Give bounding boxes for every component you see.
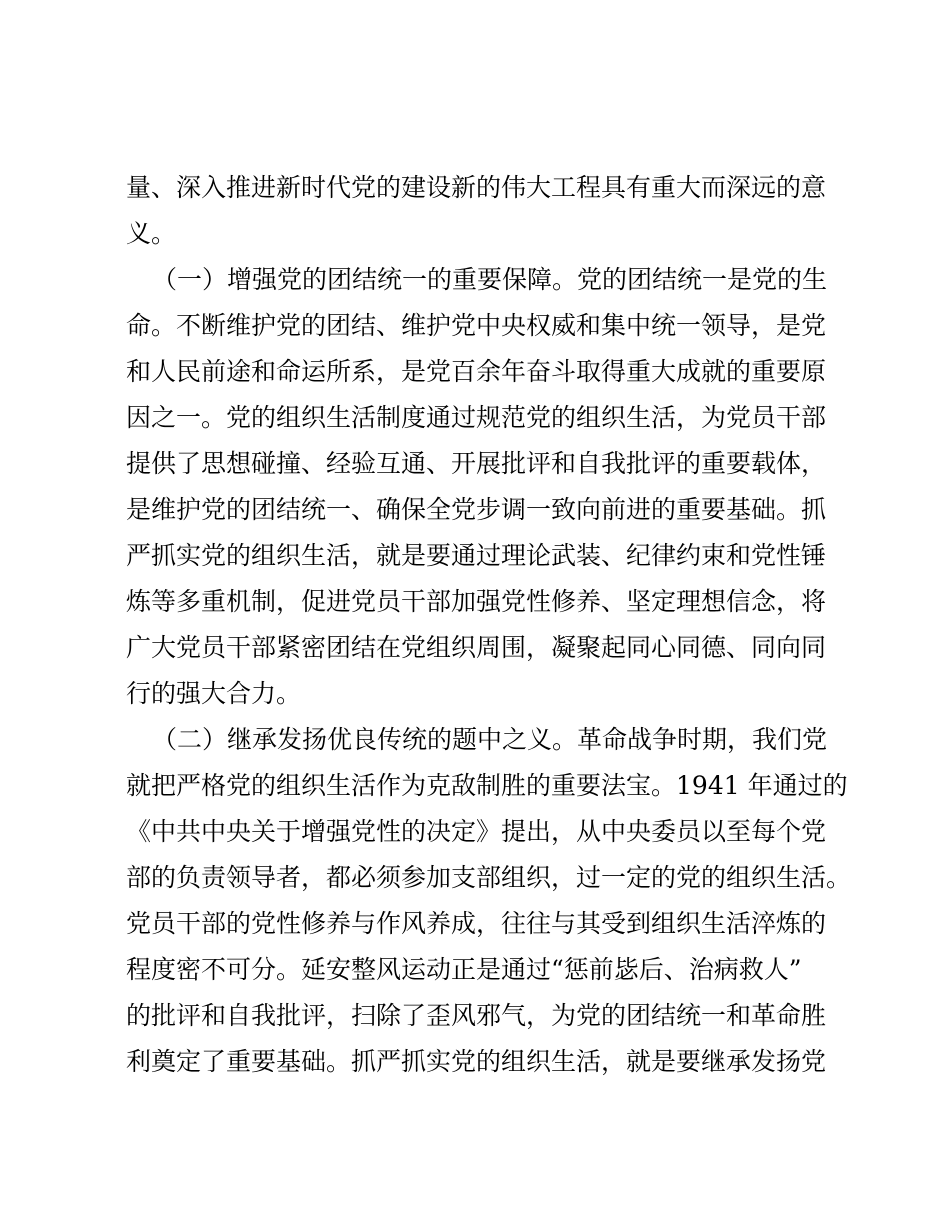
text-line: 的批评和自我批评，扫除了歪风邪气，为党的团结统一和革命胜 — [126, 1001, 827, 1030]
text-line: 命。不断维护党的团结、维护党中央权威和集中统一领导，是党 — [126, 311, 827, 340]
text-line: 严抓实党的组织生活，就是要通过理论武装、纪律约束和党性锤 — [126, 541, 827, 570]
text-line: 《中共中央关于增强党性的决定》提出，从中央委员以至每个党 — [126, 817, 827, 846]
text-line: 就把严格党的组织生活作为克敌制胜的重要法宝。1941 年通过的 — [126, 771, 848, 800]
text-line: 和人民前途和命运所系，是党百余年奋斗取得重大成就的重要原 — [126, 357, 827, 386]
text-line: 炼等多重机制，促进党员干部加强党性修养、坚定理想信念，将 — [126, 587, 827, 616]
text-line: 义。 — [126, 219, 177, 248]
text-line: 广大党员干部紧密团结在党组织周围，凝聚起同心同德、同向同 — [126, 633, 827, 662]
text-line: 部的负责领导者，都必须参加支部组织，过一定的党的组织生活。 — [126, 863, 852, 892]
section-heading-line: （一）增强党的团结统一的重要保障。党的团结统一是党的生 — [152, 265, 828, 294]
text-line: 行的强大合力。 — [126, 679, 302, 708]
text-line: 是维护党的团结统一、确保全党步调一致向前进的重要基础。抓 — [126, 495, 827, 524]
text-line: 利奠定了重要基础。抓严抓实党的组织生活，就是要继承发扬党 — [126, 1047, 827, 1076]
text-line: 党员干部的党性修养与作风养成，往往与其受到组织生活淬炼的 — [126, 909, 827, 938]
text-line: 因之一。党的组织生活制度通过规范党的组织生活，为党员干部 — [126, 403, 827, 432]
text-line: 提供了思想碰撞、经验互通、开展批评和自我批评的重要载体， — [126, 449, 827, 478]
section-heading-line: （二）继承发扬优良传统的题中之义。革命战争时期，我们党 — [152, 725, 828, 754]
text-line: 程度密不可分。延安整风运动正是通过“惩前毖后、治病救人” — [126, 955, 802, 984]
text-line: 量、深入推进新时代党的建设新的伟大工程具有重大而深远的意 — [126, 173, 827, 202]
